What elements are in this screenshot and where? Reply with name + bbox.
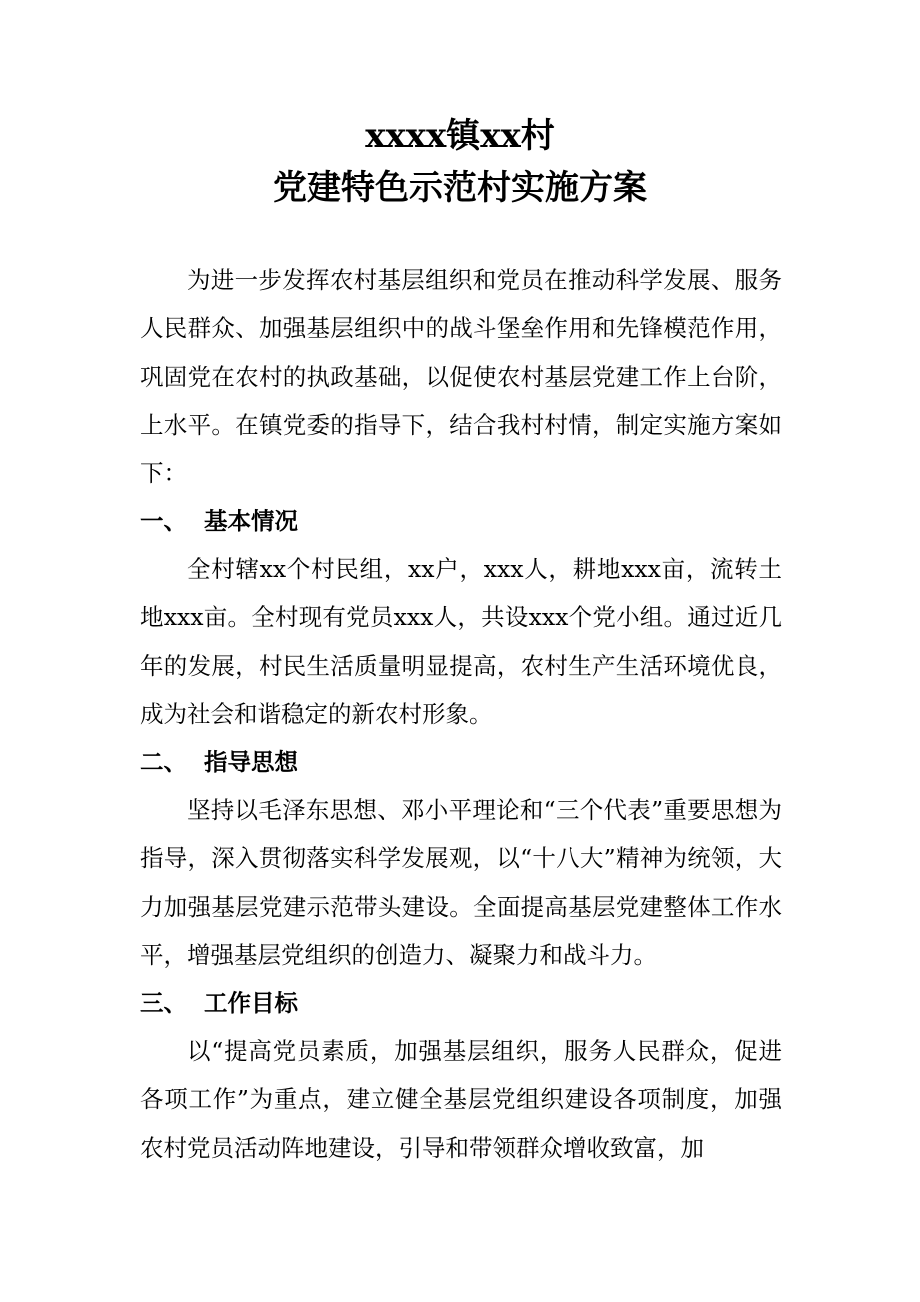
section-title: 指导思想: [204, 748, 298, 776]
section-heading-guiding-ideology: [140, 738, 782, 786]
section-paragraph-guiding-ideology: 坚持以毛泽东思想、邓小平理论和“三个代表”重要思想为指导，深入贯彻落实科学发展观，以“十八大”精神为统领，大力加强基层党建示范带头建设。全面提高基层党建整体工作水平，增强基层党组织的创造力、凝聚力和战斗力。: [140, 796, 782, 969]
section-paragraph-basic-situation: 全村辖xx个村民组，xx户，xxx人，耕地xxx亩，流转土地xxx亩。全村现有党员xxx人，共设xxx个党小组。通过近几年的发展，村民生活质量明显提高，农村生产生活环境优良，成为社会和谐稳定的新农村形象。: [140, 555, 782, 728]
document-title-line2: 党建特色示范村实施方案: [273, 168, 647, 208]
section-title: 工作目标: [204, 989, 298, 1017]
intro-paragraph: 为进一步发挥农村基层组织和党员在推动科学发展、服务人民群众、加强基层组织中的战斗堡垒作用和先锋模范作用，巩固党在农村的执政基础，以促使农村基层党建工作上台阶，上水平。在镇党委的指导下，结合我村村情，制定实施方案如下：: [140, 266, 782, 488]
section-number: 二、: [140, 748, 187, 776]
section-number: 三、: [140, 989, 187, 1017]
section-number: 一、: [140, 507, 187, 535]
section-heading-basic-situation: [140, 497, 782, 545]
section-paragraph-work-goals: 以“提高党员素质，加强基层组织，服务人民群众，促进各项工作”为重点，建立健全基层党组织建设各项制度，加强农村党员活动阵地建设，引导和带领群众增收致富，加: [140, 1037, 782, 1162]
document-title-line1: xxxx镇xx村: [365, 116, 555, 156]
section-title: 基本情况: [204, 507, 298, 535]
section-heading-work-goals: [140, 979, 782, 1027]
